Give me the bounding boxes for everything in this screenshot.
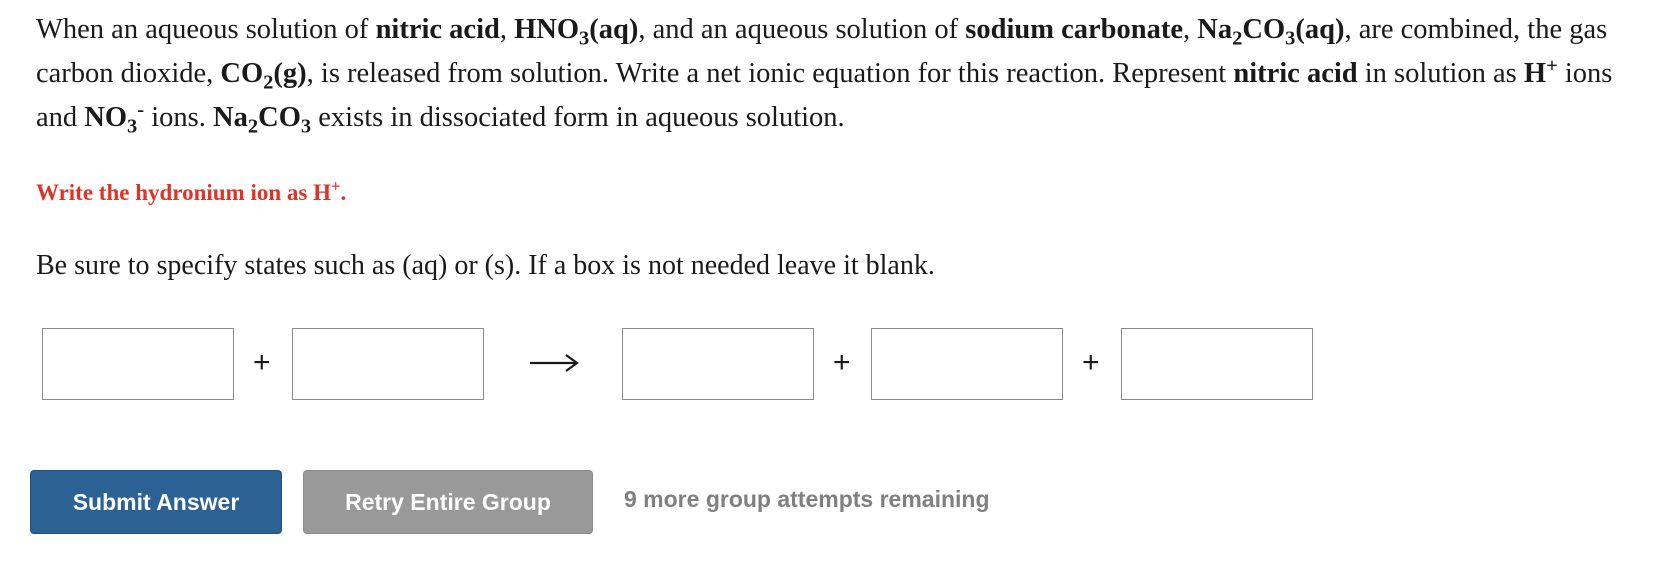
retry-entire-group-button[interactable]: Retry Entire Group [303,470,593,534]
plus-sign: + [253,346,271,379]
question-fragment: , are combined, the gas carbon dioxide, [36,14,1608,89]
acid-name: nitric acid [375,14,500,45]
reaction-arrow-icon [528,348,580,378]
co2-formula: $CO_2(g)$ [220,58,307,94]
reactant-2-input[interactable] [292,328,484,400]
question-fragment: ions and [36,58,1613,133]
acid-name: nitric acid [1233,58,1358,89]
plus-sign: + [833,346,851,379]
question-fragment: in solution as [1357,58,1524,89]
question-fragment: , [499,14,515,45]
submit-answer-button[interactable]: Submit Answer [30,470,282,534]
h-ion-formula: H+ [1523,54,1558,89]
na2co3-formula: $Na_2CO_3$ [213,102,312,138]
hint-text: Write the hydronium ion as H+. [36,176,347,205]
question-fragment: When an aqueous solution of [36,14,376,45]
plus-sign: + [1082,346,1100,379]
na2co3-formula: $Na_2CO_3(aq)$ [1197,14,1345,50]
question-text [36,8,1656,140]
hno3-formula: $HNO_3(aq)$ [514,14,639,50]
product-1-input[interactable] [622,328,814,400]
reactant-1-input[interactable] [42,328,234,400]
question-fragment: , [1183,14,1198,45]
no3-ion-formula: $NO_3^-$ [84,98,145,138]
instructions-text: Be sure to specify states such as (aq) or (s). If a box is not needed leave it blank. [36,250,935,281]
equation-row [0,328,1680,404]
attempts-remaining-text: 9 more group attempts remaining [624,486,990,512]
question-fragment: , is released from solution. Write a net ionic equation for this reaction. Represent [306,58,1234,89]
product-3-input[interactable] [1121,328,1313,400]
question-fragment: ions. [144,102,214,133]
product-2-input[interactable] [871,328,1063,400]
question-fragment: , and an aqueous solution of [638,14,966,45]
salt-name: sodium carbonate [965,14,1183,45]
question-fragment: exists in dissociated form in aqueous solution. [311,102,845,133]
